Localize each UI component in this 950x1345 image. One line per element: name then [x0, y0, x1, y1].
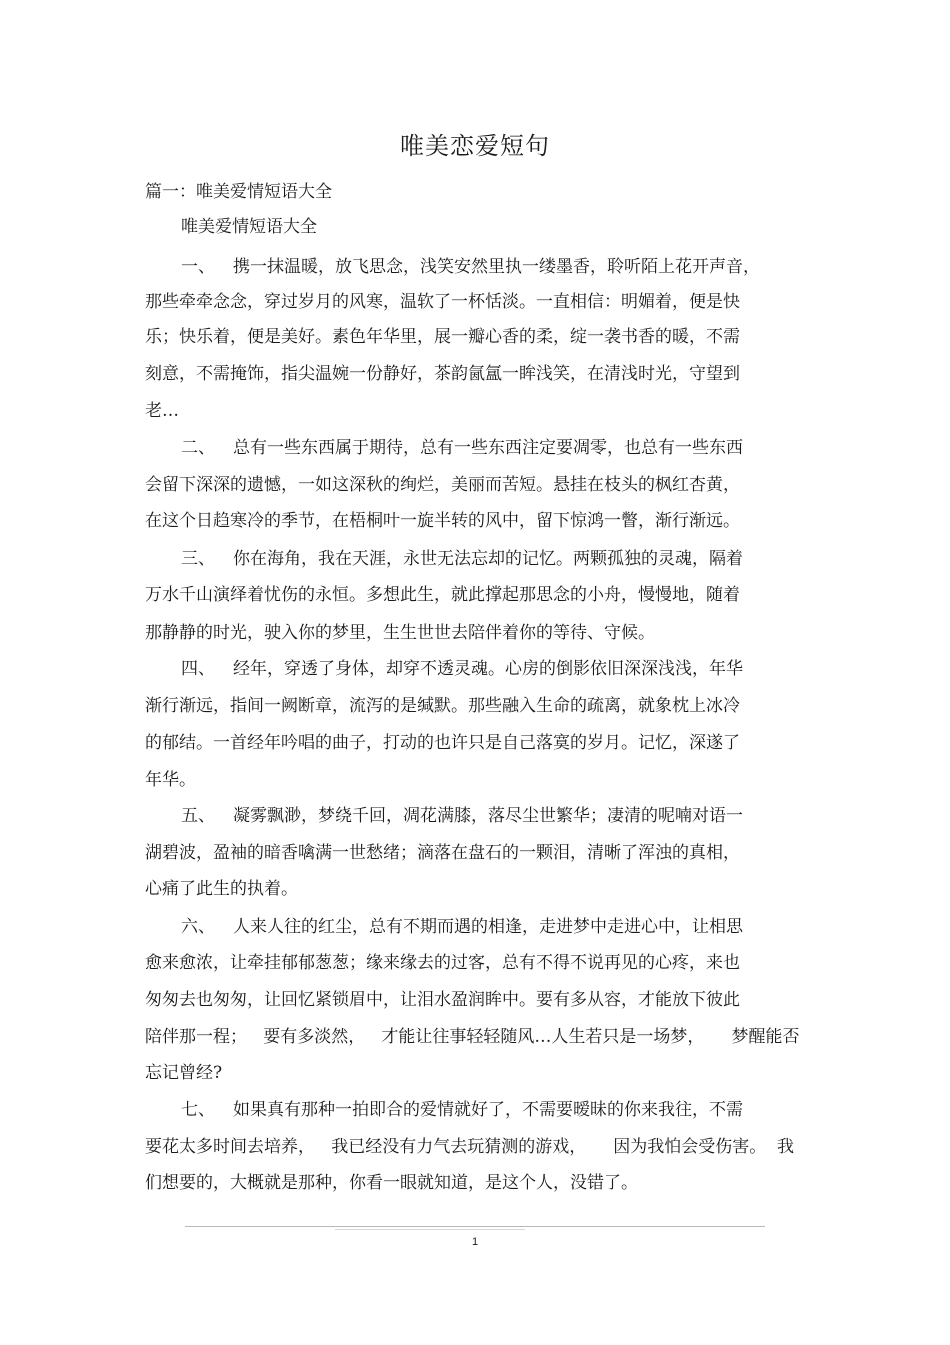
paragraph-first-line: [181, 915, 743, 939]
paragraph-line: 陪伴那一程； 要有多淡然， 才能让往事轻轻随风…人生若只是一场梦， 梦醒能否: [145, 1027, 800, 1047]
paragraph-line: 万水千山演绎着忧伤的永恒。多想此生，就此撑起那思念的小舟，慢慢地，随着: [145, 585, 740, 605]
paragraph-first-line: [181, 547, 743, 571]
paragraph-line: 在这个日趋寒冷的季节，在梧桐叶一旋半转的风中，留下惊鸿一瞥，渐行渐远。: [145, 511, 740, 531]
paragraph-text: 总有一些东西属于期待，总有一些东西注定要凋零，也总有一些东西: [233, 438, 743, 458]
paragraph-line: 会留下深深的遗憾，一如这深秋的绚烂，美丽而苦短。悬挂在枝头的枫红杏黄，: [145, 475, 740, 495]
page-number: 1: [471, 1236, 479, 1248]
paragraph-number: 六、: [181, 917, 215, 937]
page-title: 唯美恋爱短句: [400, 132, 550, 160]
paragraph-first-line: [181, 1098, 743, 1122]
paragraph-number: 一、: [181, 257, 215, 277]
paragraph-text: 经年，穿透了身体，却穿不透灵魂。心房的倒影依旧深深浅浅，年华: [233, 659, 743, 679]
subheading: 唯美爱情短语大全: [181, 217, 317, 237]
paragraph-text: 你在海角，我在天涯，永世无法忘却的记忆。两颗孤独的灵魂，隔着: [233, 549, 743, 569]
paragraph-first-line: [181, 436, 743, 460]
paragraph-line: 们想要的，大概就是那种，你看一眼就知道，是这个人，没错了。: [145, 1173, 638, 1193]
paragraph-line: 刻意，不需掩饰，指尖温婉一份静好，茶韵氤氲一眸浅笑，在清浅时光，守望到: [145, 364, 740, 384]
paragraph-line: 那静静的时光，驶入你的梦里，生生世世去陪伴着你的等待、守候。: [145, 623, 655, 643]
paragraph-number: 四、: [181, 659, 215, 679]
paragraph-number: 五、: [181, 806, 215, 826]
paragraph-line: 要花太多时间去培养， 我已经没有力气去玩猜测的游戏， 因为我怕会受伤害。 我: [145, 1137, 795, 1157]
section-heading: 篇一：唯美爱情短语大全: [145, 182, 332, 202]
paragraph-number: 三、: [181, 549, 215, 569]
paragraph-number: 七、: [181, 1100, 215, 1120]
paragraph-number: 二、: [181, 438, 215, 458]
paragraph-first-line: [181, 657, 743, 681]
paragraph-text: 人来人往的红尘，总有不期而遇的相逢，走进梦中走进心中，让相思: [233, 917, 743, 937]
paragraph-line: 湖碧波，盈袖的暗香噙满一世愁绪；滴落在盘石的一颗泪，清晰了浑浊的真相，: [145, 843, 740, 863]
paragraph-first-line: [181, 255, 760, 279]
paragraph-line: 年华。: [145, 770, 196, 790]
paragraph-line: 的郁结。一首经年吟唱的曲子，打动的也许只是自己落寞的岁月。记忆，深遂了: [145, 733, 740, 753]
paragraph-line: 那些牵牵念念，穿过岁月的风寒，温软了一杯恬淡。一直相信：明媚着，便是快: [145, 292, 740, 312]
paragraph-line: 忘记曾经?: [145, 1063, 223, 1083]
paragraph-line: 心痛了此生的执着。: [145, 879, 298, 899]
paragraph-first-line: [181, 804, 743, 828]
paragraph-line: 匆匆去也匆匆，让回忆紧锁眉中，让泪水盈润眸中。要有多从容，才能放下彼此: [145, 990, 740, 1010]
paragraph-text: 凝雾飘渺，梦绕千回，凋花满膝，落尽尘世繁华；凄清的呢喃对语一: [233, 806, 743, 826]
footer-divider-shadow: [335, 1229, 525, 1230]
paragraph-line: 愈来愈浓，让牵挂郁郁葱葱；缘来缘去的过客，总有不得不说再见的心疼，来也: [145, 953, 740, 973]
paragraph-text: 如果真有那种一拍即合的爱情就好了，不需要暧昧的你来我往，不需: [233, 1100, 743, 1120]
paragraph-text: 携一抹温暖，放飞思念，浅笑安然里执一缕墨香，聆听陌上花开声音，: [233, 257, 760, 277]
paragraph-line: 渐行渐远，指间一阙断章，流泻的是缄默。那些融入生命的疏离，就象枕上冰冷: [145, 696, 740, 716]
paragraph-line: 老…: [145, 401, 179, 421]
footer-divider: [185, 1226, 765, 1227]
paragraph-line: 乐；快乐着，便是美好。素色年华里，展一瓣心香的柔，绽一袭书香的暖，不需: [145, 327, 740, 347]
